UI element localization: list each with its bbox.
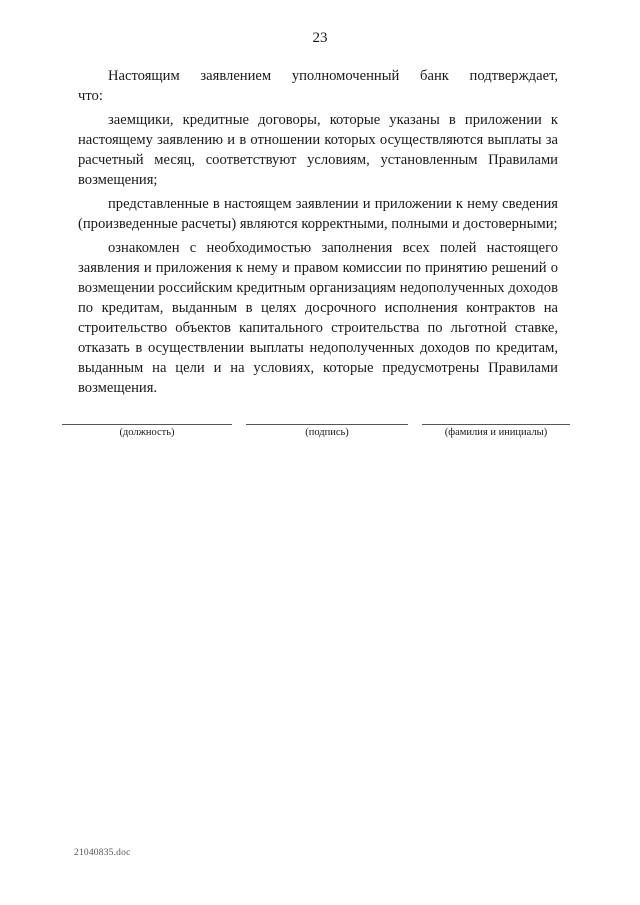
paragraph-borrowers: заемщики, кредитные договоры, которые указаны в приложении к настоящему заявлению и в отношении которых осуществляются выплаты за расчетный месяц, соответствуют условиям, установленным Правилами возмещения;: [78, 112, 558, 188]
name-line: [422, 424, 570, 425]
position-line: [62, 424, 232, 425]
signature-line: [246, 424, 408, 425]
name-caption: (фамилия и инициалы): [444, 427, 548, 438]
intro-line: Настоящим заявлением уполномоченный банк подтверждает,: [108, 68, 558, 84]
page-number: 23: [312, 30, 328, 46]
signature-block: [62, 424, 570, 454]
position-caption: (должность): [119, 427, 175, 438]
position-field: [62, 424, 232, 439]
paragraph-acknowledgement: ознакомлен с необходимостью заполнения всех полей настоящего заявления и приложения к нему и правом комиссии по принятию решений о возмещении российским кредитным организациям недополученных доходов по кредитам, выданным в целях досрочного исполнения контрактов на строительство объектов капитального строительства по льготной ставке, отказать в осуществлении выплаты недополученных доходов по кредитам, выданным на цели и на условиях, которые предусмотрены Правилами возмещения.: [78, 240, 558, 396]
intro-line-tail: что:: [78, 88, 103, 104]
name-field: [422, 424, 570, 439]
paragraph-data-correctness: представленные в настоящем заявлении и приложении к нему сведения (произведенные расчеты) являются корректными, полными и достоверными;: [78, 196, 558, 232]
signature-caption: (подпись): [305, 427, 349, 438]
footer-file-code: 21040835.doc: [74, 848, 131, 858]
statement-body: [78, 66, 558, 402]
signature-field: [246, 424, 408, 439]
